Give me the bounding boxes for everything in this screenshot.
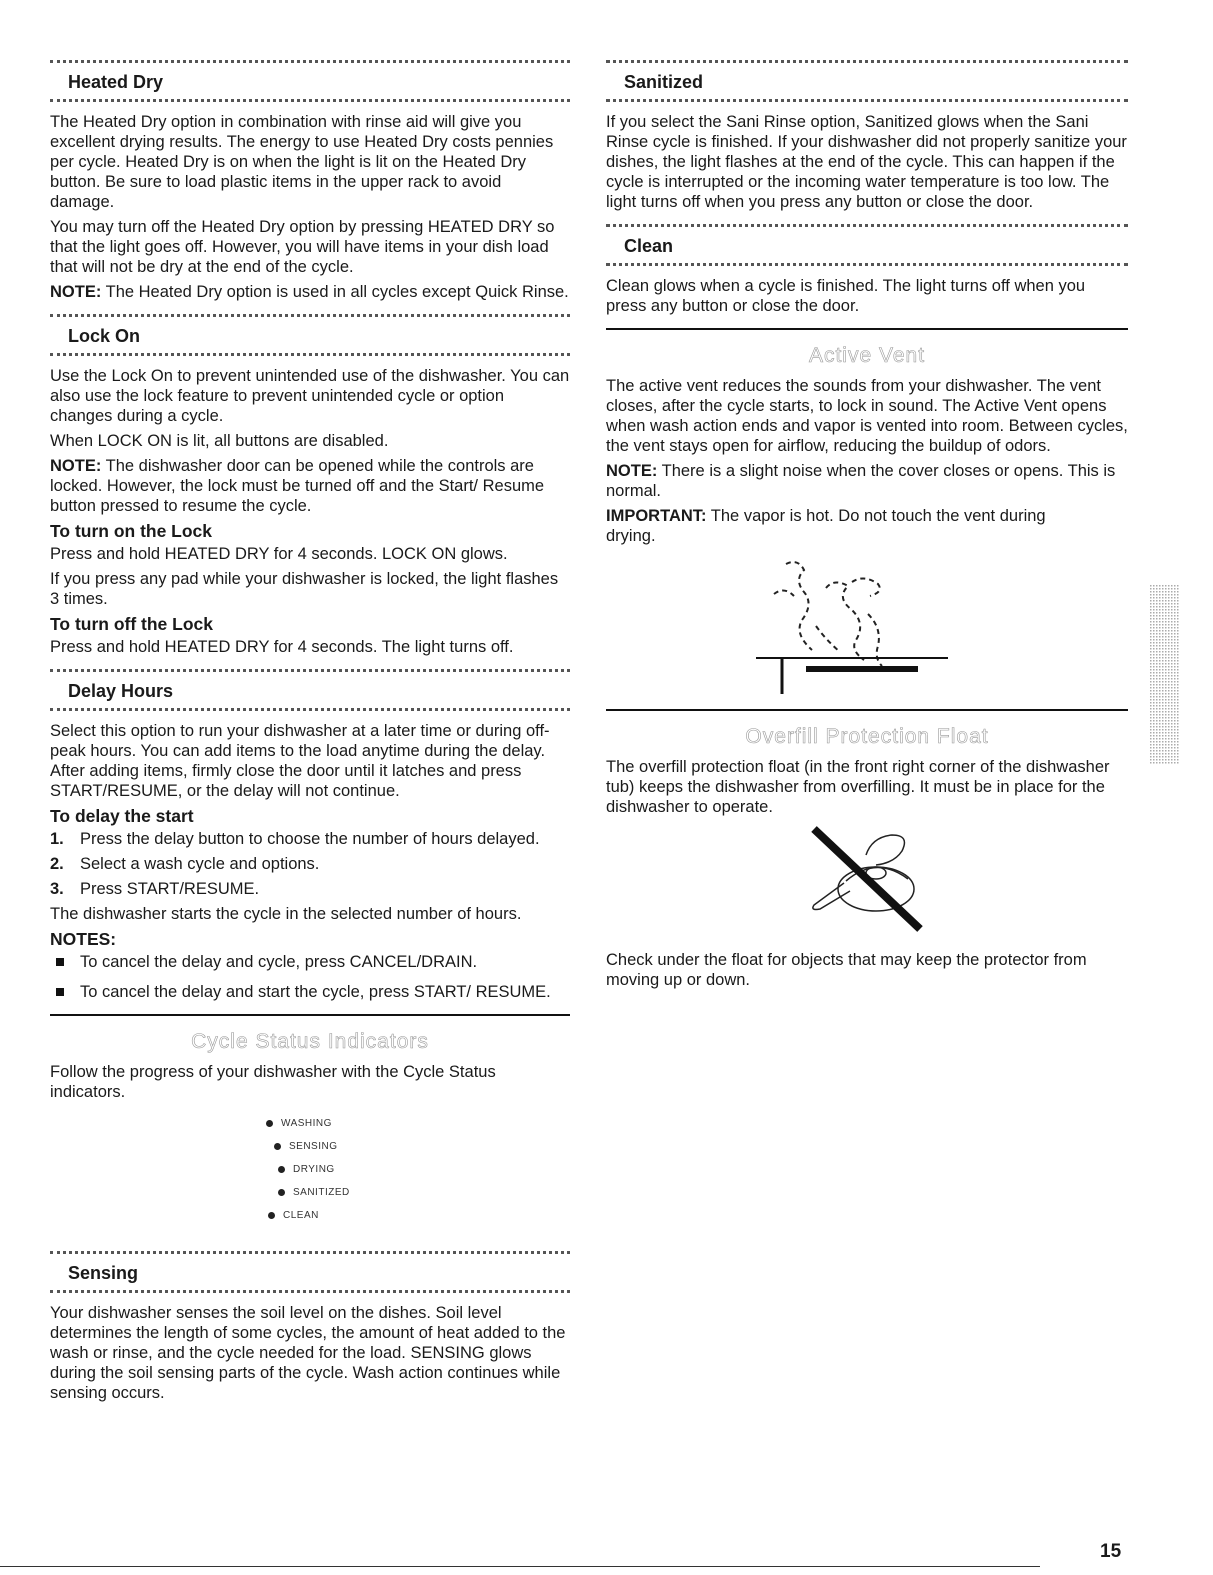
active-vent-paragraph: The active vent reduces the sounds from your dishwasher. The vent closes, after the cycle starts, to lock in sound. The Active Vent opens when wash action ends and vapor is vented into room. Between cycles, the vent stays open for airflow, reducing the buildup of odors. bbox=[606, 377, 1128, 455]
clean-paragraph: Clean glows when a cycle is finished. The light turns off when you press any button or close the door. bbox=[606, 277, 1086, 315]
footer-rule bbox=[0, 1566, 1040, 1567]
float-illustration bbox=[806, 825, 1128, 940]
step-text: Press START/RESUME. bbox=[80, 880, 260, 898]
vent-illustration bbox=[756, 554, 1128, 699]
indicator-light bbox=[268, 1212, 275, 1219]
delay-hours-heading: Delay Hours bbox=[68, 681, 174, 701]
heated-dry-paragraph: The Heated Dry option in combination with rinse aid will give you excellent drying results. The energy to use Heated Dry costs pennies per cycle. Heated Dry is on when the light is lit on the Heated Dry button. Be sure to load plastic items in the upper rack to avoid damage. bbox=[50, 113, 554, 211]
list-item: To cancel the delay and start the cycle, press START/ RESUME. bbox=[50, 982, 570, 1002]
cycle-status-section bbox=[50, 1014, 570, 1227]
status-indicator bbox=[266, 1112, 570, 1135]
section-divider bbox=[50, 708, 570, 711]
turn-on-lock-heading: To turn on the Lock bbox=[50, 521, 213, 541]
lock-on-paragraph: Use the Lock On to prevent unintended use of the dishwasher. You can also use the lock feature to prevent unintended cycle or option changes during a cycle. bbox=[50, 367, 570, 425]
heated-dry-paragraph: You may turn off the Heated Dry option by pressing HEATED DRY so that the light goes off. However, you will have items in your dish load that will not be dry at the end of the cycle. bbox=[50, 218, 555, 276]
section-divider bbox=[50, 1290, 570, 1293]
lock-on-section bbox=[50, 314, 570, 657]
indicator-light bbox=[274, 1143, 281, 1150]
indicator-label: SANITIZED bbox=[293, 1187, 350, 1198]
vent-steam-icon bbox=[756, 554, 976, 694]
status-indicator bbox=[268, 1204, 570, 1227]
indicator-label: DRYING bbox=[293, 1164, 335, 1175]
active-vent-important bbox=[606, 506, 1046, 546]
list-item bbox=[50, 829, 570, 849]
indicator-label: SENSING bbox=[289, 1141, 338, 1152]
clean-heading: Clean bbox=[624, 236, 674, 256]
overfill-paragraph: Check under the float for objects that may keep the protector from moving up or down. bbox=[606, 951, 1087, 989]
status-indicator bbox=[278, 1181, 570, 1204]
status-indicator bbox=[278, 1158, 570, 1181]
note-text: The Heated Dry option is used in all cycles except Quick Rinse. bbox=[101, 283, 569, 301]
indicator-light bbox=[278, 1189, 285, 1196]
active-vent-section bbox=[606, 328, 1128, 699]
list-item bbox=[50, 879, 570, 899]
indicator-light bbox=[266, 1120, 273, 1127]
heated-dry-section bbox=[50, 60, 570, 302]
delay-hours-paragraph: Select this option to run your dishwasher at a later time or during off-peak hours. You can add items to the load anytime during the delay. After adding items, firmly close the door until it latches and press START/RESUME, or the delay will not continue. bbox=[50, 722, 550, 800]
step-number: 1. bbox=[50, 830, 64, 848]
overfill-section bbox=[606, 709, 1128, 990]
overfill-paragraph: The overfill protection float (in the front right corner of the dishwasher tub) keeps the dishwasher from overfilling. It must be in place for the dishwasher to operate. bbox=[606, 758, 1110, 816]
section-divider bbox=[606, 99, 1128, 102]
note-text: There is a slight noise when the cover closes or opens. This is normal. bbox=[606, 462, 1116, 500]
sanitized-heading: Sanitized bbox=[624, 72, 704, 92]
active-vent-note bbox=[606, 461, 1128, 501]
left-column bbox=[50, 60, 570, 1415]
delay-steps-list bbox=[50, 829, 570, 899]
section-divider bbox=[50, 353, 570, 356]
step-text: Select a wash cycle and options. bbox=[80, 855, 320, 873]
delay-hours-section bbox=[50, 669, 570, 1002]
sensing-section bbox=[50, 1251, 570, 1403]
important-label: IMPORTANT: bbox=[606, 507, 707, 525]
side-tab-graphic bbox=[1150, 585, 1180, 765]
sensing-heading: Sensing bbox=[68, 1263, 139, 1283]
indicator-light bbox=[278, 1166, 285, 1173]
heated-dry-note bbox=[50, 282, 570, 302]
note-label: NOTE: bbox=[50, 283, 102, 301]
clean-section bbox=[606, 224, 1128, 316]
page-number: 15 bbox=[1100, 1541, 1122, 1562]
cycle-status-paragraph: Follow the progress of your dishwasher with the Cycle Status indicators. bbox=[50, 1063, 496, 1101]
notes-label: NOTES: bbox=[50, 929, 117, 949]
active-vent-heading: Active Vent bbox=[808, 344, 926, 367]
section-divider bbox=[606, 263, 1128, 266]
note-label: NOTE: bbox=[606, 462, 658, 480]
right-column bbox=[606, 60, 1128, 995]
notes-list bbox=[50, 952, 570, 1002]
sanitized-section bbox=[606, 60, 1128, 212]
turn-off-lock-heading: To turn off the Lock bbox=[50, 614, 213, 634]
lock-on-note bbox=[50, 456, 570, 516]
step-number: 3. bbox=[50, 880, 64, 898]
turn-on-lock-paragraph: Press and hold HEATED DRY for 4 seconds. LOCK ON glows. bbox=[50, 545, 508, 563]
lock-on-heading: Lock On bbox=[68, 326, 141, 346]
step-number: 2. bbox=[50, 855, 64, 873]
sensing-paragraph: Your dishwasher senses the soil level on the dishes. Soil level determines the length of some cycles, the amount of heat added to the wash or rinse, and the cycle needed for the load. SENSING glows during the soil sensing parts of the cycle. Wash action continues while sensing occurs. bbox=[50, 1304, 566, 1402]
indicator-label: CLEAN bbox=[283, 1210, 319, 1221]
indicator-label: WASHING bbox=[281, 1118, 332, 1129]
heated-dry-heading: Heated Dry bbox=[68, 72, 164, 92]
cycle-status-heading: Cycle Status Indicators bbox=[191, 1030, 429, 1053]
cycle-status-panel bbox=[262, 1112, 570, 1227]
note-label: NOTE: bbox=[50, 457, 102, 475]
overfill-heading: Overfill Protection Float bbox=[745, 725, 989, 748]
delay-start-heading: To delay the start bbox=[50, 806, 194, 826]
list-item: To cancel the delay and cycle, press CANCEL/DRAIN. bbox=[50, 952, 570, 972]
delay-hours-paragraph: The dishwasher starts the cycle in the selected number of hours. bbox=[50, 905, 522, 923]
important-text: The vapor is hot. Do not touch the vent during drying. bbox=[606, 507, 1046, 545]
list-item bbox=[50, 854, 570, 874]
status-indicator bbox=[274, 1135, 570, 1158]
lock-on-paragraph: When LOCK ON is lit, all buttons are disabled. bbox=[50, 432, 389, 450]
note-text: The dishwasher door can be opened while the controls are locked. However, the lock must be turned off and the Start/ Resume button pressed to resume the cycle. bbox=[50, 457, 545, 515]
sanitized-paragraph: If you select the Sani Rinse option, Sanitized glows when the Sani Rinse cycle is finished. If your dishwasher did not properly sanitize your dishes, the light flashes at the end of the cycle. This can happen if the cycle is interrupted or the incoming water temperature is too low. The light turns off when you press any button or close the door. bbox=[606, 113, 1127, 211]
turn-on-lock-paragraph: If you press any pad while your dishwasher is locked, the light flashes 3 times. bbox=[50, 570, 559, 608]
section-divider bbox=[50, 99, 570, 102]
float-icon bbox=[806, 825, 946, 935]
turn-off-lock-paragraph: Press and hold HEATED DRY for 4 seconds. The light turns off. bbox=[50, 638, 514, 656]
step-text: Press the delay button to choose the number of hours delayed. bbox=[80, 830, 540, 848]
